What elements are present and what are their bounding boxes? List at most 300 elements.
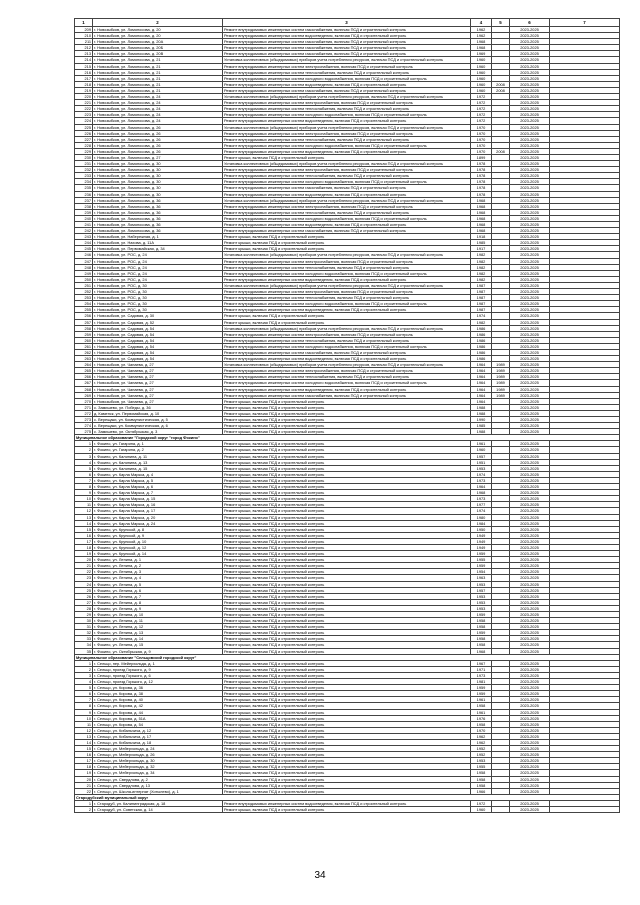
row-period: 2023-2025	[510, 228, 550, 234]
row-period: 2023-2025	[510, 148, 550, 154]
row-period: 2023-2025	[510, 154, 550, 160]
row-work-type: Ремонт крыши, включая ПСД и строительный контроль	[223, 746, 471, 752]
row-number: 241	[75, 222, 93, 228]
row-year-built: 1964	[471, 380, 492, 386]
row-work-type: Ремонт внутридомовых инженерных систем холодного водоснабжения, включая ПСД и строительный контроль	[223, 75, 471, 81]
row-period: 2023-2025	[510, 727, 550, 733]
row-period: 2023-2025	[510, 636, 550, 642]
row-year-built: 1973	[471, 496, 492, 502]
row-address: г. Фокино, ул. Карла Маркса, д. 15	[93, 496, 223, 502]
row-work-type: Ремонт внутридомовых инженерных систем газоснабжения, включая ПСД и строительный контроль	[223, 51, 471, 57]
row-number: 32	[75, 630, 93, 636]
row-period: 2023-2025	[510, 587, 550, 593]
table-row	[75, 118, 620, 124]
row-work-type: Ремонт внутридомовых инженерных систем холодного водоснабжения, включая ПСД и строительный контроль	[223, 270, 471, 276]
row-number: 215	[75, 63, 93, 69]
row-number: 273	[75, 417, 93, 423]
row-period: 2023-2025	[510, 544, 550, 550]
row-work-type: Ремонт крыши, включая ПСД и строительный контроль	[223, 417, 471, 423]
row-period: 2023-2025	[510, 404, 550, 410]
row-year-built: 1972	[471, 106, 492, 112]
row-year-built: 1962	[471, 27, 492, 33]
row-period: 2023-2025	[510, 807, 550, 813]
row-year-built: 1962	[471, 733, 492, 739]
row-period: 2023-2025	[510, 240, 550, 246]
row-year-built: 1973	[471, 672, 492, 678]
row-number: 253	[75, 295, 93, 301]
row-address: г. Сельцо, пер. Мейерхольда, д. 1	[93, 660, 223, 666]
row-address: г. Фокино, ул. Карла Маркса, д. 24	[93, 520, 223, 526]
row-address: г. Сельцо, ул. Свердлова, д. 13	[93, 782, 223, 788]
row-year-built: 1952	[471, 752, 492, 758]
row-number: 261	[75, 343, 93, 349]
row-number: 220	[75, 94, 93, 100]
row-period: 2023-2025	[510, 307, 550, 313]
table-row	[75, 45, 620, 51]
row-year-built: 1967	[471, 660, 492, 666]
row-address: г. Новозыбков, ул. Ломоносова, д. 36	[93, 228, 223, 234]
row-year-renovated: 1989	[492, 386, 510, 392]
row-period: 2023-2025	[510, 349, 550, 355]
row-period: 2023-2025	[510, 197, 550, 203]
row-work-type: Ремонт крыши, включая ПСД и строительный контроль	[223, 782, 471, 788]
table-row	[75, 203, 620, 209]
row-period: 2023-2025	[510, 502, 550, 508]
table-row	[75, 185, 620, 191]
row-work-type: Установка коллективных (общедомовых) приборов учета потребления ресурсов, включая ПСД и строительный контроль	[223, 161, 471, 167]
row-address: с. Верещаки, ул. Коммунистическая, д. 6	[93, 423, 223, 429]
row-year-built: 1986	[471, 325, 492, 331]
row-address: г. Стародуб, ул. Калининградская, д. 18	[93, 800, 223, 806]
row-year-built: 1959	[471, 612, 492, 618]
row-address: г. Фокино, ул. Ленина, д. 15	[93, 642, 223, 648]
row-year-built: 1970	[471, 130, 492, 136]
row-address: г. Новозыбков, ул. Садовая, д. 54	[93, 343, 223, 349]
row-number: 267	[75, 380, 93, 386]
row-work-type: Установка коллективных (общедомовых) приборов учета потребления ресурсов, включая ПСД и строительный контроль	[223, 282, 471, 288]
row-number: 264	[75, 362, 93, 368]
row-period: 2023-2025	[510, 679, 550, 685]
row-number: 5	[75, 685, 93, 691]
row-period: 2023-2025	[510, 368, 550, 374]
row-period: 2023-2025	[510, 362, 550, 368]
row-year-built: 1988	[471, 404, 492, 410]
row-work-type: Ремонт крыши, включая ПСД и строительный контроль	[223, 776, 471, 782]
row-year-built: 1968	[471, 648, 492, 654]
row-number: 1	[75, 660, 93, 666]
row-period: 2023-2025	[510, 660, 550, 666]
row-work-type: Ремонт крыши, включая ПСД и строительный контроль	[223, 477, 471, 483]
row-work-type: Ремонт внутридомовых инженерных систем электроснабжения, включая ПСД и строительный контроль	[223, 203, 471, 209]
row-work-type: Ремонт внутридомовых инженерных систем газоснабжения, включая ПСД и строительный контроль	[223, 87, 471, 93]
row-work-type: Ремонт крыши, включая ПСД и строительный контроль	[223, 727, 471, 733]
row-work-type: Ремонт внутридомовых инженерных систем водоотведения, включая ПСД и строительный контроль	[223, 307, 471, 313]
row-work-type: Ремонт крыши, включая ПСД и строительный контроль	[223, 733, 471, 739]
table-row	[75, 112, 620, 118]
table-row	[75, 100, 620, 106]
row-period: 2023-2025	[510, 739, 550, 745]
row-address: г. Новозыбков, ул. Ломоносова, д. 36	[93, 203, 223, 209]
row-number: 2	[75, 807, 93, 813]
row-work-type: Установка коллективных (общедомовых) приборов учета потребления ресурсов, включая ПСД и строительный контроль	[223, 362, 471, 368]
row-year-built: 1968	[471, 203, 492, 209]
document-sheet	[74, 18, 619, 813]
row-number: 7	[75, 477, 93, 483]
row-work-type: Ремонт крыши, включая ПСД и строительный контроль	[223, 660, 471, 666]
row-work-type: Ремонт внутридомовых инженерных систем электроснабжения, включая ПСД и строительный контроль	[223, 368, 471, 374]
row-period: 2023-2025	[510, 87, 550, 93]
row-number: 272	[75, 410, 93, 416]
row-year-built: 1959	[471, 630, 492, 636]
row-address: г. Фокино, ул. Октябрьская, д. 9	[93, 648, 223, 654]
row-work-type: Ремонт крыши, включая ПСД и строительный контроль	[223, 313, 471, 319]
row-number: 6	[75, 471, 93, 477]
row-number: 12	[75, 727, 93, 733]
table-row	[75, 81, 620, 87]
row-address: г. Новозыбков, ул. Ломоносова, д. 26	[93, 142, 223, 148]
header-col-6: 6	[510, 19, 550, 27]
row-number: 240	[75, 215, 93, 221]
row-work-type: Установка коллективных (общедомовых) приборов учета потребления ресурсов, включая ПСД и строительный контроль	[223, 325, 471, 331]
row-number: 222	[75, 106, 93, 112]
row-period: 2023-2025	[510, 776, 550, 782]
row-work-type: Ремонт крыши, включая ПСД и строительный контроль	[223, 398, 471, 404]
row-year-built: 1964	[471, 368, 492, 374]
column-number-header	[75, 19, 620, 27]
row-period: 2023-2025	[510, 319, 550, 325]
row-period: 2023-2025	[510, 222, 550, 228]
row-year-built: 1977	[471, 502, 492, 508]
row-work-type: Ремонт внутридомовых инженерных систем холодного водоснабжения, включая ПСД и строительный контроль	[223, 301, 471, 307]
table-row	[75, 800, 620, 806]
row-number: 18	[75, 764, 93, 770]
row-number: 24	[75, 581, 93, 587]
row-address: г. Сельцо, ул. Кибальчича, д. 18	[93, 739, 223, 745]
row-work-type: Ремонт внутридомовых инженерных систем теплоснабжения, включая ПСД и строительный контроль	[223, 374, 471, 380]
row-number: 231	[75, 161, 93, 167]
row-year-built: 1957	[471, 587, 492, 593]
table-row	[75, 215, 620, 221]
row-year-built: 1990	[471, 417, 492, 423]
row-number: 246	[75, 252, 93, 258]
row-period: 2023-2025	[510, 429, 550, 435]
row-year-built: 1960	[471, 75, 492, 81]
row-address: г. Новозыбков, ул. Ломоносова, д. 24	[93, 112, 223, 118]
row-period: 2023-2025	[510, 685, 550, 691]
header-col-1: 1	[75, 19, 93, 27]
row-work-type: Ремонт крыши, включая ПСД и строительный контроль	[223, 770, 471, 776]
row-address: г. Новозыбков, ул. Ломоносова, д. 21	[93, 75, 223, 81]
row-number: 210	[75, 33, 93, 39]
row-year-built: 1982	[471, 264, 492, 270]
row-work-type: Установка коллективных (общедомовых) приборов учета потребления ресурсов, включая ПСД и строительный контроль	[223, 252, 471, 258]
row-period: 2023-2025	[510, 465, 550, 471]
row-number: 18	[75, 544, 93, 550]
row-number: 21	[75, 782, 93, 788]
row-work-type: Ремонт крыши, включая ПСД и строительный контроль	[223, 715, 471, 721]
row-work-type: Ремонт крыши, включая ПСД и строительный контроль	[223, 685, 471, 691]
row-number: 234	[75, 179, 93, 185]
row-number: 219	[75, 87, 93, 93]
row-address: г. Фокино, ул. Карла Маркса, д. 16	[93, 502, 223, 508]
row-number: 14	[75, 520, 93, 526]
row-work-type: Ремонт крыши, включая ПСД и строительный контроль	[223, 624, 471, 630]
row-work-type: Ремонт крыши, включая ПСД и строительный контроль	[223, 807, 471, 813]
row-address: г. Новозыбков, ул. Ломоносова, д. 24	[93, 118, 223, 124]
row-address: г. Фокино, ул. Ленина, д. 11	[93, 618, 223, 624]
row-address: г. Фокино, ул. Крупской, д. 14	[93, 551, 223, 557]
row-period: 2023-2025	[510, 624, 550, 630]
row-work-type: Ремонт крыши, включая ПСД и строительный контроль	[223, 563, 471, 569]
row-year-built: 1964	[471, 362, 492, 368]
row-number: 22	[75, 788, 93, 794]
row-number: 19	[75, 770, 93, 776]
row-period: 2023-2025	[510, 94, 550, 100]
row-year-renovated: 2008	[492, 148, 510, 154]
row-address: г. Сельцо, ул. Кирова, д. 38	[93, 691, 223, 697]
row-year-built: 1978	[471, 173, 492, 179]
row-work-type: Ремонт внутридомовых инженерных систем водоотведения, включая ПСД и строительный контроль	[223, 33, 471, 39]
header-col-4: 4	[471, 19, 492, 27]
row-address: г. Новозыбков, ул. Набережная, д. 1	[93, 234, 223, 240]
row-year-built: 1982	[471, 252, 492, 258]
table-row	[75, 33, 620, 39]
row-number: 8	[75, 703, 93, 709]
row-year-built: 1958	[471, 776, 492, 782]
page-number: 34	[314, 870, 326, 881]
row-work-type: Ремонт крыши, включая ПСД и строительный контроль	[223, 593, 471, 599]
row-year-built: 1970	[471, 148, 492, 154]
row-work-type: Ремонт крыши, включая ПСД и строительный контроль	[223, 691, 471, 697]
row-work-type: Ремонт внутридомовых инженерных систем водоотведения, включая ПСД и строительный контроль	[223, 800, 471, 806]
row-period: 2023-2025	[510, 191, 550, 197]
table-row	[75, 136, 620, 142]
table-row	[75, 173, 620, 179]
row-year-built: 1972	[471, 100, 492, 106]
row-number: 3	[75, 453, 93, 459]
row-work-type: Ремонт внутридомовых инженерных систем электроснабжения, включая ПСД и строительный контроль	[223, 167, 471, 173]
row-period: 2023-2025	[510, 453, 550, 459]
row-year-built: 1958	[471, 782, 492, 788]
row-work-type: Ремонт крыши, включая ПСД и строительный контроль	[223, 246, 471, 252]
row-year-built: 1953	[471, 599, 492, 605]
row-number: 31	[75, 624, 93, 630]
row-number: 232	[75, 167, 93, 173]
row-period: 2023-2025	[510, 551, 550, 557]
row-number: 27	[75, 599, 93, 605]
row-period: 2023-2025	[510, 782, 550, 788]
row-address: г. Фокино, ул. Крупской, д. 10	[93, 538, 223, 544]
row-work-type: Ремонт внутридомовых инженерных систем холодного водоснабжения, включая ПСД и строительный контроль	[223, 380, 471, 386]
row-work-type: Ремонт внутридомовых инженерных систем водоотведения, включая ПСД и строительный контроль	[223, 356, 471, 362]
row-address: г. Фокино, ул. Ленина, д. 2	[93, 563, 223, 569]
row-period: 2023-2025	[510, 331, 550, 337]
row-year-built: 1973	[471, 477, 492, 483]
row-period: 2023-2025	[510, 45, 550, 51]
row-work-type: Ремонт внутридомовых инженерных систем теплоснабжения, включая ПСД и строительный контроль	[223, 295, 471, 301]
row-address: г. Новозыбков, ул. РОС, д. 24	[93, 264, 223, 270]
row-period: 2023-2025	[510, 532, 550, 538]
row-number: 20	[75, 557, 93, 563]
row-address: г. Новозыбков, ул. РОС, д. 30	[93, 307, 223, 313]
row-year-built: 1966	[471, 788, 492, 794]
row-year-built: 1987	[471, 289, 492, 295]
row-address: г. Фокино, ул. Ленина, д. 4	[93, 575, 223, 581]
row-year-built: 1960	[471, 63, 492, 69]
row-work-type: Ремонт крыши, включая ПСД и строительный контроль	[223, 666, 471, 672]
row-period: 2023-2025	[510, 520, 550, 526]
row-address: г. Новозыбков, ул. Чапаева, д. 27	[93, 374, 223, 380]
row-period: 2023-2025	[510, 477, 550, 483]
row-year-built: 1986	[471, 349, 492, 355]
row-period: 2023-2025	[510, 136, 550, 142]
row-number: 17	[75, 758, 93, 764]
row-number: 2	[75, 447, 93, 453]
row-year-built: 1987	[471, 301, 492, 307]
row-work-type: Ремонт крыши, включая ПСД и строительный контроль	[223, 154, 471, 160]
row-address: г. Новозыбков, ул. Садовая, д. 54	[93, 337, 223, 343]
row-number: 34	[75, 642, 93, 648]
row-number: 4	[75, 679, 93, 685]
row-number: 211	[75, 39, 93, 45]
section-title: Стародубский муниципальный округ	[75, 794, 620, 800]
row-year-built: 1962	[471, 739, 492, 745]
row-year-built: 1955	[471, 557, 492, 563]
row-work-type: Ремонт крыши, включая ПСД и строительный контроль	[223, 496, 471, 502]
row-period: 2023-2025	[510, 447, 550, 453]
row-work-type: Ремонт внутридомовых инженерных систем электроснабжения, включая ПСД и строительный контроль	[223, 100, 471, 106]
row-work-type: Ремонт внутридомовых инженерных систем водоотведения, включая ПСД и строительный контроль	[223, 222, 471, 228]
row-year-built: 1974	[471, 471, 492, 477]
row-year-built: 1970	[471, 142, 492, 148]
row-period: 2023-2025	[510, 203, 550, 209]
row-address: г. Новозыбков, ул. Ломоносова, д. 21	[93, 69, 223, 75]
row-address: г. Фокино, ул. Калинина, д. 15	[93, 465, 223, 471]
row-work-type: Ремонт крыши, включая ПСД и строительный контроль	[223, 672, 471, 678]
row-number: 275	[75, 429, 93, 435]
row-number: 1	[75, 441, 93, 447]
row-address: г. Сельцо, ул. Кирова, д. 44	[93, 709, 223, 715]
row-period: 2023-2025	[510, 752, 550, 758]
row-address: г. Новозыбков, ул. Ломоносова, д. 30	[93, 179, 223, 185]
row-year-built: 1972	[471, 94, 492, 100]
row-number: 16	[75, 752, 93, 758]
row-period: 2023-2025	[510, 538, 550, 544]
header-col-5: 5	[492, 19, 510, 27]
row-number: 239	[75, 209, 93, 215]
row-address: г. Новозыбков, ул. Садовая, д. 54	[93, 349, 223, 355]
row-address: г. Новозыбков, ул. РОС, д. 24	[93, 258, 223, 264]
row-address: г. Фокино, ул. Карла Маркса, д. 17	[93, 508, 223, 514]
row-work-type: Ремонт крыши, включая ПСД и строительный контроль	[223, 465, 471, 471]
table-row	[75, 197, 620, 203]
row-year-built: 1960	[471, 57, 492, 63]
row-address: г. Новозыбков, ул. Чапаева, д. 27	[93, 386, 223, 392]
row-period: 2023-2025	[510, 612, 550, 618]
row-year-built: 1969	[471, 51, 492, 57]
row-address: г. Новозыбков, ул. РОС, д. 24	[93, 276, 223, 282]
row-year-built: 1968	[471, 222, 492, 228]
row-period: 2023-2025	[510, 51, 550, 57]
row-period: 2023-2025	[510, 697, 550, 703]
row-period: 2023-2025	[510, 173, 550, 179]
row-number: 15	[75, 746, 93, 752]
row-address: г. Фокино, ул. Ленина, д. 14	[93, 636, 223, 642]
row-year-built: 1958	[471, 770, 492, 776]
row-address: г. Фокино, ул. Ленина, д. 5	[93, 581, 223, 587]
row-work-type: Ремонт крыши, включая ПСД и строительный контроль	[223, 739, 471, 745]
row-address: д. Каменск, ул. Первомайская, д. 10	[93, 410, 223, 416]
row-year-built: 1980	[471, 514, 492, 520]
row-year-renovated: 1989	[492, 368, 510, 374]
row-period: 2023-2025	[510, 264, 550, 270]
row-address: г. Сельцо, проезд Горького, д. 9	[93, 666, 223, 672]
row-address: г. Новозыбков, ул. Ломоносова, д. 26	[93, 148, 223, 154]
row-number: 9	[75, 709, 93, 715]
row-work-type: Установка коллективных (общедомовых) приборов учета потребления ресурсов, включая ПСД и строительный контроль	[223, 124, 471, 130]
row-work-type: Ремонт внутридомовых инженерных систем холодного водоснабжения, включая ПСД и строительный контроль	[223, 215, 471, 221]
row-address: г. Сельцо, ул. Кирова, д. 40	[93, 697, 223, 703]
row-year-built: 1960	[471, 69, 492, 75]
row-work-type: Ремонт крыши, включая ПСД и строительный контроль	[223, 758, 471, 764]
row-address: г. Фокино, ул. Карла Маркса, д. 20	[93, 514, 223, 520]
row-address: г. Новозыбков, ул. РОС, д. 30	[93, 301, 223, 307]
row-period: 2023-2025	[510, 484, 550, 490]
row-year-built: 1988	[471, 429, 492, 435]
row-year-built: 1963	[471, 575, 492, 581]
row-number: 214	[75, 57, 93, 63]
row-number: 217	[75, 75, 93, 81]
row-period: 2023-2025	[510, 514, 550, 520]
row-address: г. Сельцо, ул. Мейерхольда, д. 30	[93, 758, 223, 764]
row-extra	[550, 807, 620, 813]
row-year-built: 1949	[471, 544, 492, 550]
row-address: г. Сельцо, ул. Мейерхольда, д. 26	[93, 752, 223, 758]
row-period: 2023-2025	[510, 282, 550, 288]
row-year-built: 1984	[471, 520, 492, 526]
table-row	[75, 39, 620, 45]
row-number: 11	[75, 502, 93, 508]
row-period: 2023-2025	[510, 715, 550, 721]
row-period: 2023-2025	[510, 526, 550, 532]
row-period: 2023-2025	[510, 325, 550, 331]
row-period: 2023-2025	[510, 215, 550, 221]
row-year-built: 1962	[471, 33, 492, 39]
row-work-type: Ремонт крыши, включая ПСД и строительный контроль	[223, 404, 471, 410]
row-year-built: 1918	[471, 234, 492, 240]
row-number: 13	[75, 514, 93, 520]
row-number: 7	[75, 697, 93, 703]
row-number: 251	[75, 282, 93, 288]
row-period: 2023-2025	[510, 709, 550, 715]
row-number: 218	[75, 81, 93, 87]
row-number: 228	[75, 142, 93, 148]
row-period: 2023-2025	[510, 313, 550, 319]
row-period: 2023-2025	[510, 356, 550, 362]
row-year-built: 1982	[471, 258, 492, 264]
row-work-type: Ремонт крыши, включая ПСД и строительный контроль	[223, 490, 471, 496]
row-work-type: Ремонт крыши, включая ПСД и строительный контроль	[223, 410, 471, 416]
row-year-built: 1961	[471, 709, 492, 715]
row-address: г. Новозыбков, ул. Садовая, д. 52	[93, 319, 223, 325]
row-work-type: Ремонт крыши, включая ПСД и строительный контроль	[223, 569, 471, 575]
row-work-type: Ремонт внутридомовых инженерных систем теплоснабжения, включая ПСД и строительный контроль	[223, 209, 471, 215]
row-address: г. Фокино, ул. Калинина, д. 11	[93, 453, 223, 459]
row-number: 247	[75, 258, 93, 264]
row-work-type: Ремонт крыши, включая ПСД и строительный контроль	[223, 612, 471, 618]
row-work-type: Ремонт крыши, включая ПСД и строительный контроль	[223, 587, 471, 593]
row-address: г. Новозыбков, ул. Чапаева, д. 27	[93, 362, 223, 368]
